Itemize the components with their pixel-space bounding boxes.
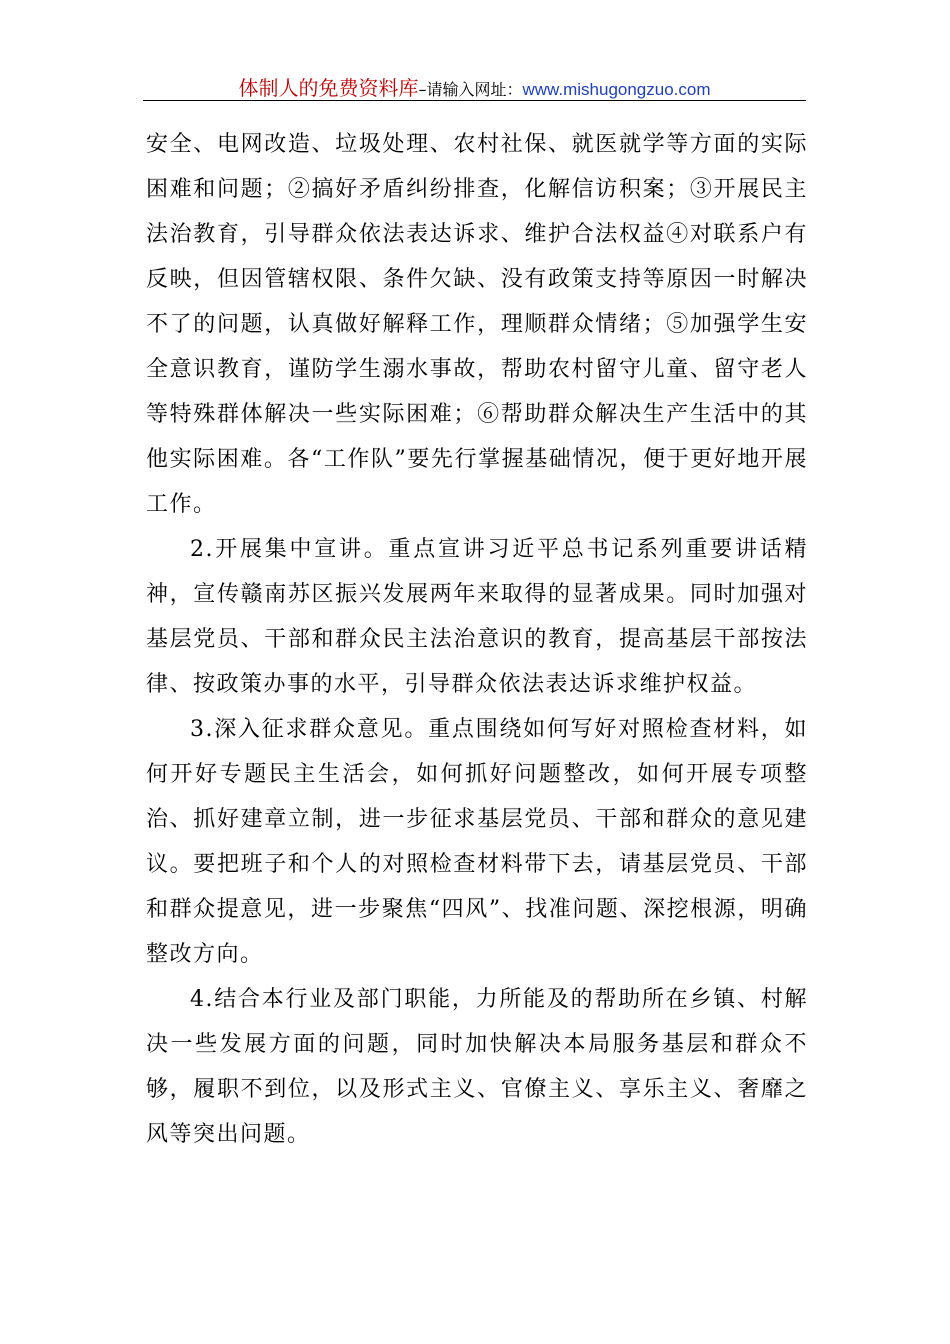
document-body <box>146 122 808 1157</box>
paragraph-item-3: 3.深入征求群众意见。重点围绕如何写好对照检查材料，如何开好专题民主生活会，如何抓好问题整改，如何开展专项整治、抓好建章立制，进一步征求基层党员、干部和群众的意见建议。要把班子和个人的对照检查材料带下去，请基层党员、干部和群众提意见，进一步聚焦“四风”、找准问题、深挖根源，明确整改方向。 <box>146 717 808 967</box>
page-header <box>143 72 806 101</box>
paragraph-continued: 安全、电网改造、垃圾处理、农村社保、就医就学等方面的实际困难和问题；②搞好矛盾纠纷排查，化解信访积案；③开展民主法治教育，引导群众依法表达诉求、维护合法权益④对联系户有反映，但因管辖权限、条件欠缺、没有政策支持等原因一时解决不了的问题，认真做好解释工作，理顺群众情绪；⑤加强学生安全意识教育，谨防学生溺水事故，帮助农村留守儿童、留守老人等特殊群体解决一些实际困难；⑥帮助群众解决生产生活中的其他实际困难。各“工作队”要先行掌握基础情况，便于更好地开展工作。 <box>146 132 808 517</box>
paragraph-item-4: 4.结合本行业及部门职能，力所能及的帮助所在乡镇、村解决一些发展方面的问题，同时加快解决本局服务基层和群众不够，履职不到位，以及形式主义、官僚主义、享乐主义、奢靡之风等突出问题。 <box>146 987 808 1147</box>
header-url-link[interactable]: www.mishugongzuo.com <box>522 80 711 99</box>
paragraph-item-2: 2.开展集中宣讲。重点宣讲习近平总书记系列重要讲话精神，宣传赣南苏区振兴发展两年来取得的显著成果。同时加强对基层党员、干部和群众民主法治意识的教育，提高基层干部按法律、按政策办事的水平，引导群众依法表达诉求维护权益。 <box>146 537 808 697</box>
header-separator: –请输入网址： <box>418 80 523 99</box>
header-brand: 体制人的免费资料库 <box>238 76 419 100</box>
